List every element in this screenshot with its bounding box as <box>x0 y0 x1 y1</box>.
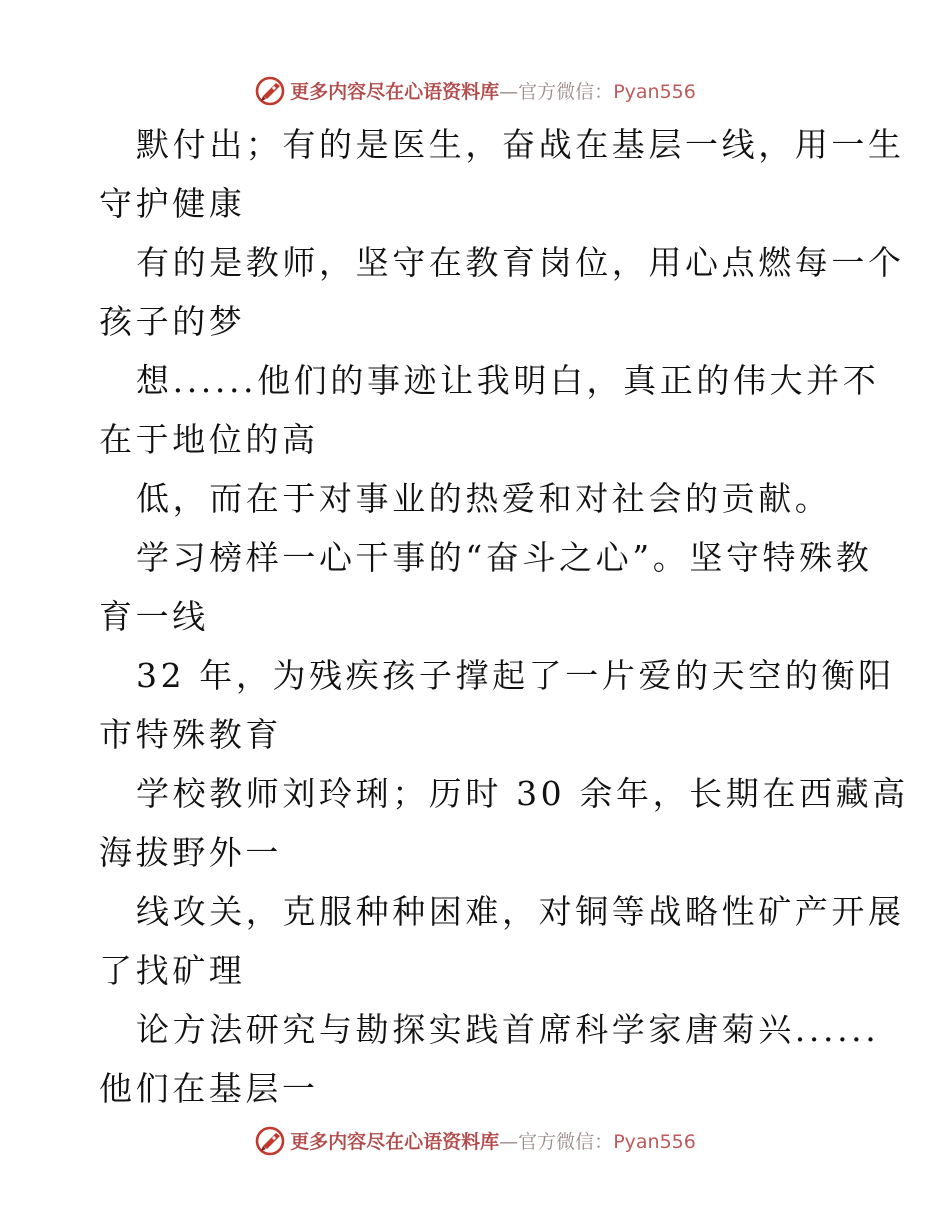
text-line: 市特殊教育 <box>99 715 282 754</box>
text-line: 他们在基层一 <box>99 1069 319 1108</box>
banner-separator: — <box>499 80 519 103</box>
text-line: 孩子的梦 <box>99 302 246 341</box>
text-line: 32 年，为残疾孩子撑起了一片爱的天空的衡阳 <box>136 656 895 695</box>
banner-wechat-label: 官方微信： <box>518 80 614 103</box>
text-line: 论方法研究与勘探实践首席科学家唐菊兴...... <box>136 1010 880 1049</box>
banner-text <box>290 1127 696 1154</box>
text-line: 线攻关，克服种种困难，对铜等战略性矿产开展 <box>136 892 905 931</box>
text-line: 学习榜样一心干事的“奋斗之心”。坚守特殊教 <box>136 538 873 577</box>
text-line: 低，而在于对事业的热爱和对社会的贡献。 <box>136 479 832 518</box>
banner-wechat-label: 官方微信： <box>518 1130 614 1153</box>
banner-account: Pyan556 <box>613 80 696 103</box>
text-line: 海拔野外一 <box>99 833 282 872</box>
text-line: 有的是教师，坚守在教育岗位，用心点燃每一个 <box>136 243 905 282</box>
text-line: 育一线 <box>99 597 209 636</box>
banner-separator: — <box>499 1130 519 1153</box>
banner-account: Pyan556 <box>613 1130 696 1153</box>
text-line: 想......他们的事迹让我明白，真正的伟大并不 <box>136 361 880 400</box>
text-line: 默付出；有的是医生，奋战在基层一线，用一生 <box>136 125 905 164</box>
text-line: 在于地位的高 <box>99 420 319 459</box>
banner-text <box>290 77 696 104</box>
text-line: 了找矿理 <box>99 951 246 990</box>
text-line: 守护健康 <box>99 184 246 223</box>
banner-brand: 更多内容尽在心语资料库 <box>290 1130 500 1153</box>
red-pen-logo-icon <box>254 74 286 106</box>
banner-brand: 更多内容尽在心语资料库 <box>290 80 500 103</box>
header-banner <box>0 72 950 108</box>
text-line: 学校教师刘玲琍；历时 30 余年，长期在西藏高 <box>136 774 909 813</box>
footer-banner <box>0 1122 950 1158</box>
red-pen-logo-icon <box>254 1124 286 1156</box>
